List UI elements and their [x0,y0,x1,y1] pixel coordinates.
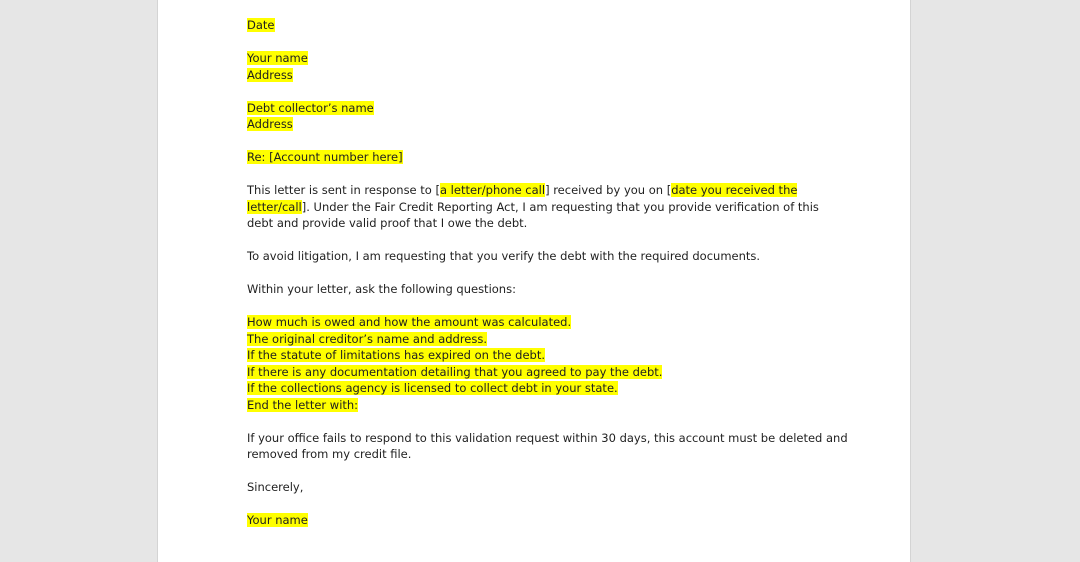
signoff-paragraph [247,479,847,496]
sender-name-placeholder: Your name [247,51,308,65]
signature-paragraph [247,512,847,529]
recipient-name-placeholder: Debt collector’s name [247,100,374,115]
questions-list [247,314,847,413]
subject-line: Re: [Account number here] [247,150,403,164]
document-page[interactable] [157,0,911,562]
intro-text-1: This letter is sent in response to [ [247,183,440,197]
date-placeholder: Date [247,18,275,32]
sender-address-placeholder: Address [247,67,293,82]
intro-text-2: ] received by you on [ [545,183,672,197]
closing-request-line-2: removed from my credit file. [247,447,412,461]
recipient-address-placeholder: Address [247,117,293,131]
question-item: How much is owed and how the amount was calculated. [247,315,572,329]
question-item: If there is any documentation detailing that you agreed to pay the debt. [247,364,663,379]
intro-paragraph [247,182,847,232]
intro-text-4: debt and provide valid proof that I owe the debt. [247,216,528,230]
contact-method-placeholder: a letter/phone call [439,183,546,197]
received-date-placeholder-a: date you received the [671,183,798,197]
received-date-placeholder-b: letter/call [247,199,302,214]
question-item: If the collections agency is licensed to collect debt in your state. [247,381,618,395]
questions-intro-paragraph [247,281,847,298]
signoff-text: Sincerely, [247,480,304,494]
question-item: The original creditor’s name and address. [247,331,488,346]
sender-block [247,50,847,83]
question-item: End the letter with: [247,397,359,412]
signature-placeholder: Your name [247,513,308,527]
recipient-block [247,100,847,133]
litigation-paragraph [247,248,847,265]
questions-intro-text: Within your letter, ask the following questions: [247,282,516,296]
intro-text-3: ]. Under the Fair Credit Reporting Act, I am requesting that you provide verification of this [301,199,819,214]
letter-body[interactable] [247,17,847,545]
question-item: If the statute of limitations has expired on the debt. [247,348,545,362]
closing-request-line-1: If your office fails to respond to this validation request within 30 days, this account must be deleted and [247,430,848,445]
date-paragraph [247,17,847,34]
litigation-text: To avoid litigation, I am requesting that you verify the debt with the required documents. [247,249,761,263]
closing-request-paragraph [247,430,847,463]
subject-paragraph [247,149,847,166]
